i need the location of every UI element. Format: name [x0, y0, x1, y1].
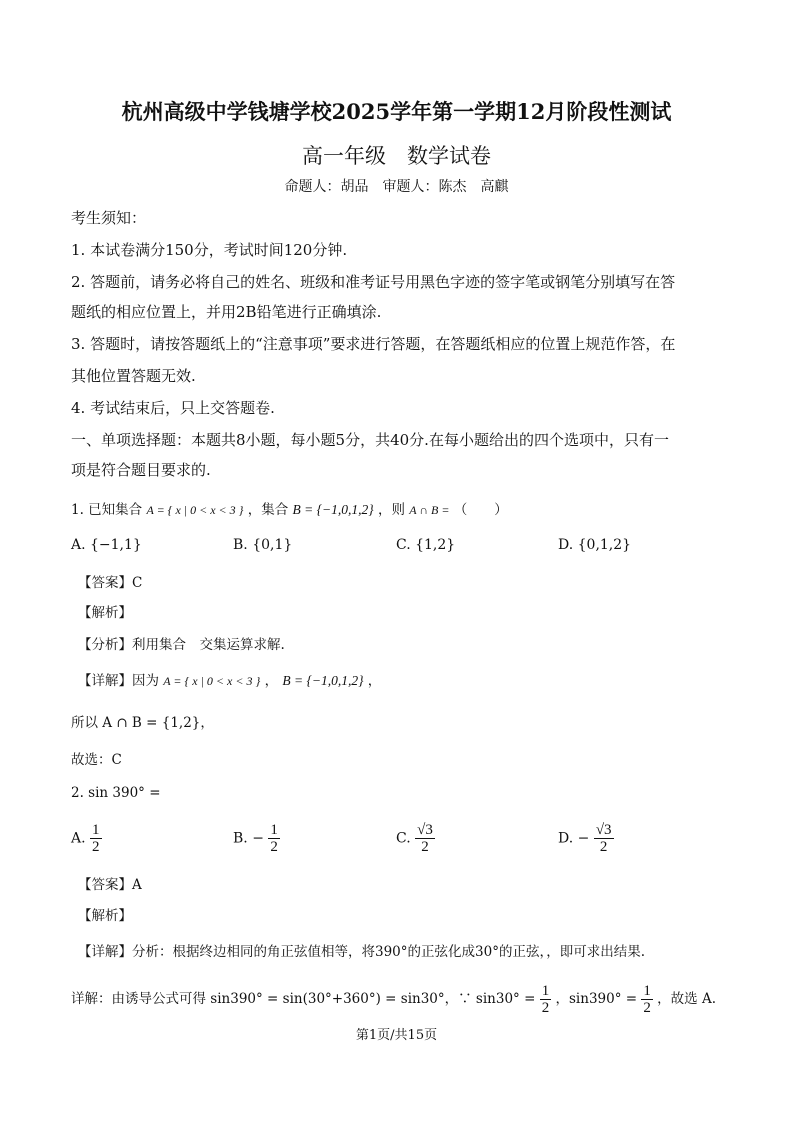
q2-detail-den-2: 2: [643, 1000, 651, 1016]
q1-option-d: D. {0,1,2}: [558, 537, 632, 553]
q1-xiangjie-set-a: A = { x | 0 < x < 3 }: [163, 674, 261, 688]
instruction-item-1: 1. 本试卷满分150分，考试时间120分钟.: [71, 241, 348, 259]
q2-option-c: [396, 822, 435, 855]
q2-option-b-num: 1: [270, 822, 278, 838]
q1-set-a: A = { x | 0 < x < 3 }: [146, 503, 244, 517]
q1-xiangjie: [78, 671, 738, 691]
q2-option-d-den: 2: [599, 839, 608, 855]
q2-detail-num-2: 1: [643, 983, 651, 999]
q2-option-a-fraction: [90, 822, 102, 855]
q2-option-b-label: B. −: [233, 830, 264, 847]
q2-detail-fraction-1: [540, 983, 552, 1016]
q1-option-c: C. {1,2}: [396, 537, 456, 553]
q1-expr: A ∩ B =: [409, 503, 450, 517]
instruction-item-2: 2. 答题前，请务必将自己的姓名、班级和准考证号用黑色字迹的签字笔或钢笔分别填写在答: [71, 273, 676, 291]
q2-option-c-den: 2: [421, 839, 429, 855]
q2-option-b: [233, 822, 280, 855]
question-1-stem: [71, 500, 731, 520]
q2-option-a-num: 1: [92, 822, 100, 838]
q1-stem-a: 1. 已知集合: [71, 502, 143, 518]
q2-xiangjie: 【详解】分析：根据终边相同的角正弦值相等，将390°的正弦化成30°的正弦，，即可求出结果.: [78, 944, 645, 960]
q1-stem-b: ，集合: [247, 502, 289, 518]
q1-suoyi: 所以 A ∩ B = {1,2}，: [71, 715, 214, 731]
q2-detail-a: 详解：由诱导公式可得 sin390° = sin(30°+360°) = sin30°，∵ sin30° =: [71, 991, 536, 1007]
q2-option-b-den: 2: [270, 839, 278, 855]
q1-set-b: B = {−1,0,1,2}: [292, 502, 374, 517]
q2-option-d-fraction: [594, 822, 614, 855]
q1-guxuan: 故选：C: [71, 752, 122, 768]
q2-analysis-tag: 【解析】: [78, 908, 132, 924]
q1-option-a: A. {−1,1}: [71, 537, 142, 553]
q2-option-d-label: D. −: [558, 830, 590, 847]
instruction-item-3-cont: 其他位置答题无效.: [71, 367, 196, 385]
q1-xiangjie-a: 【详解】因为: [78, 673, 159, 689]
instruction-item-3: 3. 答题时，请按答题纸上的“注意事项”要求进行答题，在答题纸相应的位置上规范作答，在: [71, 335, 676, 353]
instruction-item-4: 4. 考试结束后，只上交答题卷.: [71, 399, 275, 417]
section-heading: 一、单项选择题：本题共8小题，每小题5分，共40分.在每小题给出的四个选项中，只有一: [71, 431, 669, 449]
q2-detail-fraction-2: [641, 983, 653, 1016]
q2-option-b-fraction: [268, 822, 280, 855]
exam-authors: 命题人：胡品 审题人：陈杰 高麒: [284, 179, 509, 195]
q2-answer: 【答案】A: [78, 877, 142, 893]
q2-detail: [71, 982, 731, 1016]
q1-xiangjie-b: ，: [264, 673, 279, 689]
q2-option-a-label: A.: [71, 830, 86, 847]
q2-option-a-den: 2: [92, 839, 100, 855]
q2-detail-num-1: 1: [541, 983, 550, 999]
q1-stem-c: ，则: [377, 502, 405, 518]
q1-blank: （ ）: [453, 502, 508, 518]
q1-xiangjie-c: ，: [367, 673, 382, 689]
q2-option-d: [558, 822, 614, 855]
q1-option-b: B. {0,1}: [233, 537, 293, 553]
page-footer: 第1页/共15页: [355, 1028, 438, 1043]
exam-title: 杭州高级中学钱塘学校2025学年第一学期12月阶段性测试: [121, 99, 672, 124]
q2-option-a: [71, 822, 102, 855]
q1-xiangjie-set-b: B = {−1,0,1,2}: [282, 673, 364, 688]
q2-detail-b: ，sin390° =: [555, 991, 638, 1007]
q2-detail-c: ，故选 A.: [657, 991, 716, 1007]
q1-fenxi: 【分析】利用集合 交集运算求解.: [78, 637, 285, 653]
instructions-heading: 考生须知：: [71, 209, 147, 227]
q2-option-c-label: C.: [396, 830, 411, 847]
exam-subtitle: 高一年级 数学试卷: [302, 144, 491, 168]
instruction-item-2-cont: 题纸的相应位置上，并用2B铅笔进行正确填涂.: [71, 303, 382, 321]
question-2-stem: 2. sin 390° =: [71, 785, 161, 801]
q1-analysis-tag: 【解析】: [78, 605, 132, 621]
q2-option-c-num: √3: [417, 822, 433, 838]
q1-answer: 【答案】C: [78, 575, 143, 591]
q2-option-d-num: √3: [595, 822, 612, 838]
q2-detail-den-1: 2: [541, 1000, 550, 1016]
section-heading-cont: 项是符合题目要求的.: [71, 461, 211, 479]
q2-option-c-fraction: [415, 822, 435, 855]
